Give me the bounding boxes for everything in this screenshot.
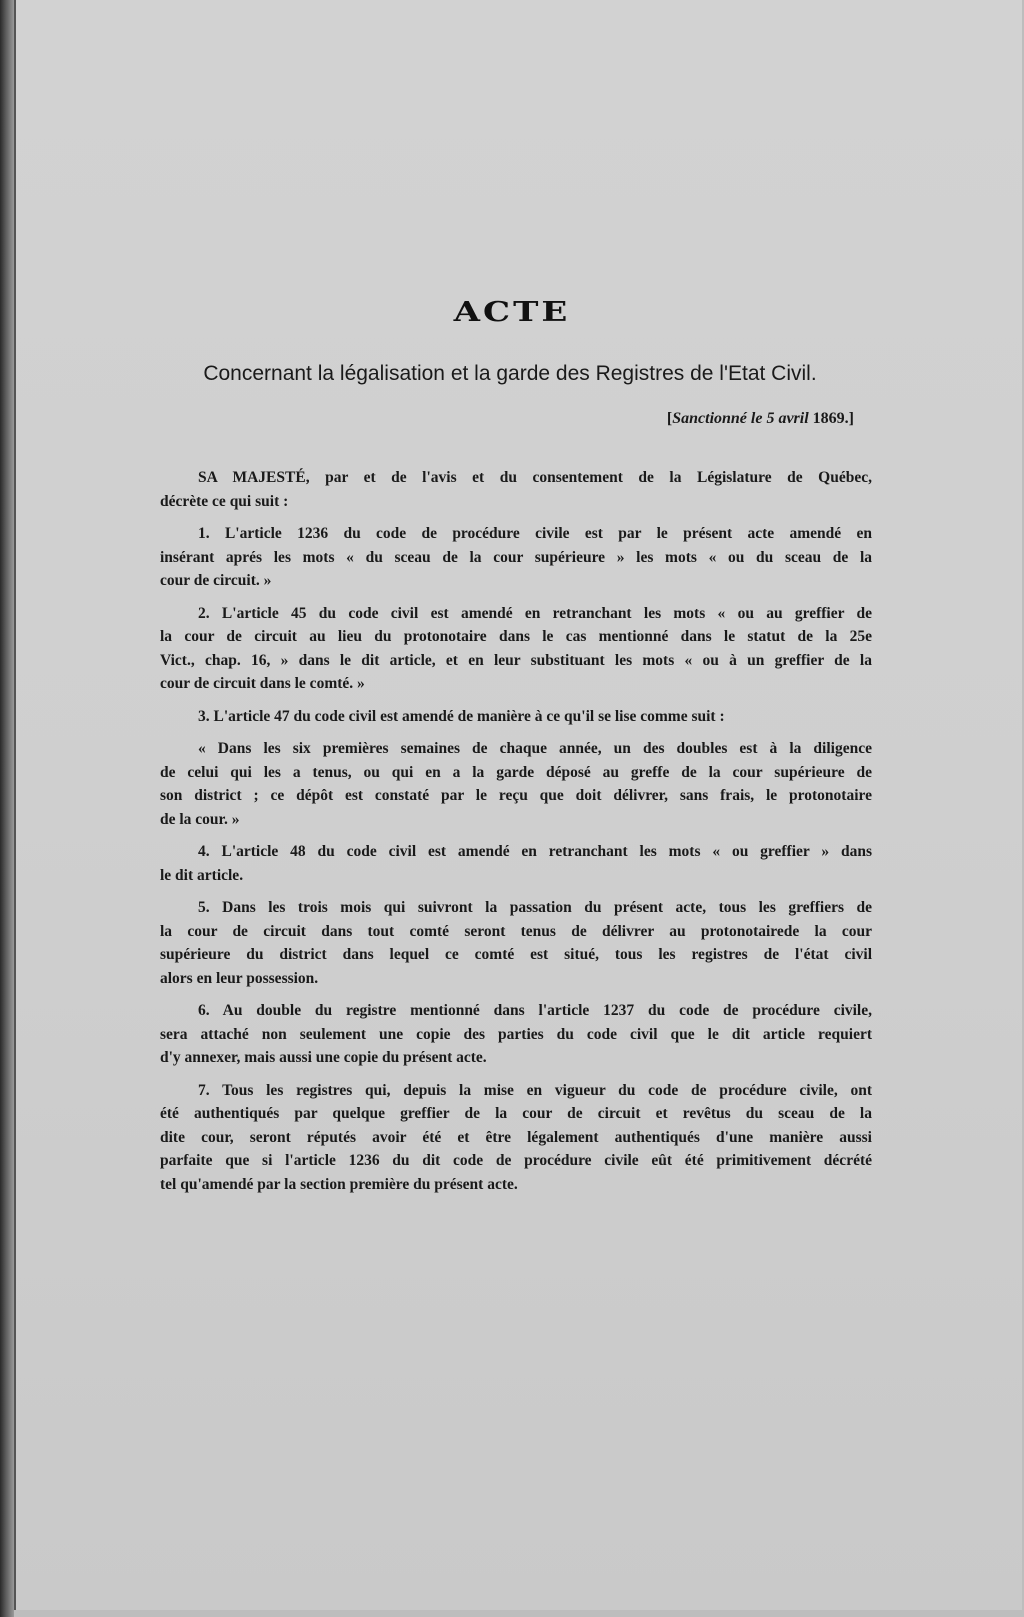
line-text: décrète ce qui suit :: [160, 492, 289, 510]
text-line: [160, 546, 872, 570]
line-text: la cour de circuit au lieu du protonotaire dans le cas mentionné dans le statut de la 25e: [160, 628, 872, 645]
text-line: [160, 705, 872, 729]
text-line: [160, 920, 872, 944]
line-text: la cour de circuit dans tout comté seront tenus de délivrer au protonotairede la cour: [160, 922, 872, 940]
line-text: supérieure du district dans lequel ce comté est situé, tous les registres de l'état civil: [160, 946, 872, 963]
line-text: de la cour. »: [160, 810, 240, 828]
line-text: alors en leur possession.: [160, 969, 319, 987]
text-line: [160, 1126, 872, 1150]
document-subtitle: Concernant la légalisation et la garde des Registres de l'Etat Civil.: [203, 362, 817, 385]
text-line: [160, 896, 872, 920]
line-text: sera attaché non seulement une copie des parties du code civil que le dit article requiert: [160, 1025, 872, 1043]
article-number: 1.: [198, 525, 210, 542]
article-5: [160, 896, 872, 990]
line-text: Vict., chap. 16, » dans le dit article, et en leur substituant les mots « ou à un greffier de la: [160, 651, 872, 669]
text-line: [160, 864, 872, 888]
text-line: [160, 840, 872, 864]
document-body: [160, 466, 872, 1205]
paragraph: [160, 466, 872, 513]
line-text: d'y annexer, mais aussi une copie du présent acte.: [160, 1049, 487, 1066]
text-line: [160, 625, 872, 649]
sanction-date: [667, 410, 854, 428]
line-text: Au double du registre mentionné dans l'article 1237 du code de procédure civile,: [222, 1002, 872, 1019]
article-2: [160, 602, 872, 696]
sanction-bracket: [: [666, 410, 673, 427]
text-line: [160, 1046, 872, 1070]
text-line: [160, 808, 872, 832]
text-line: [160, 967, 872, 991]
text-line: [160, 490, 872, 514]
line-text: tel qu'amendé par la section première du présent acte.: [160, 1175, 518, 1193]
scan-binding-edge: [0, 0, 14, 1617]
text-line: [160, 569, 872, 593]
line-text: « Dans les six premières semaines de chaque année, un des doubles est à la diligence: [198, 740, 872, 757]
article-number: 7.: [198, 1081, 210, 1099]
paragraph: [160, 737, 872, 831]
line-text: Tous les registres qui, depuis la mise en vigueur du code de procédure civile, ont: [222, 1081, 872, 1099]
article-7: [160, 1079, 872, 1197]
text-line: [160, 999, 872, 1023]
text-line: [160, 784, 872, 808]
text-line: [160, 672, 872, 696]
text-line: [160, 737, 872, 761]
text-line: [160, 466, 872, 490]
line-text: parfaite que si l'article 1236 du dit code de procédure civile eût été primitivement décrété: [160, 1152, 872, 1169]
document-title: ACTE: [453, 296, 571, 328]
article-number: 2.: [198, 604, 210, 622]
text-line: [160, 649, 872, 673]
line-text: L'article 47 du code civil est amendé de manière à ce qu'il se lise comme suit :: [213, 707, 725, 725]
line-text: cour de circuit. »: [160, 572, 272, 589]
text-line: [160, 522, 872, 546]
line-text: le dit article.: [160, 866, 244, 884]
article-3: [160, 705, 872, 729]
text-line: [160, 943, 872, 967]
line-text: cour de circuit dans le comté. »: [160, 675, 365, 692]
line-text: de celui qui les a tenus, ou qui en a la garde déposé au greffe de la cour supérieure de: [160, 763, 872, 781]
sanction-text: Sanctionné le 5 avril: [672, 410, 809, 427]
sanction-year: 1869.]: [812, 410, 854, 427]
article-4: [160, 840, 872, 887]
line-text: L'article 48 du code civil est amendé en retranchant les mots « ou greffier » dans: [221, 843, 872, 860]
article-number: 6.: [198, 1002, 210, 1019]
text-line: [160, 602, 872, 626]
line-text: L'article 45 du code civil est amendé en retranchant les mots « ou au greffier de: [221, 604, 873, 622]
line-text: son district ; ce dépôt est constaté par le reçu que doit délivrer, sans frais, le protonotaire: [160, 787, 872, 804]
line-text: L'article 1236 du code de procédure civile est par le présent acte amendé en: [224, 525, 872, 542]
article-1: [160, 522, 872, 593]
text-line: [160, 1173, 872, 1197]
line-text: été authentiqués par quelque greffier de la cour de circuit et revêtus du sceau de la: [160, 1105, 872, 1122]
text-line: [160, 761, 872, 785]
line-text: insérant aprés les mots « du sceau de la cour supérieure » les mots « ou du sceau de la: [160, 548, 872, 566]
article-number: 3.: [198, 707, 210, 725]
text-line: [160, 1023, 872, 1047]
text-line: [160, 1079, 872, 1103]
article-6: [160, 999, 872, 1070]
text-line: [160, 1149, 872, 1173]
text-line: [160, 1102, 872, 1126]
article-number: 4.: [198, 843, 210, 860]
line-text: SA MAJESTÉ, par et de l'avis et du consentement de la Législature de Québec,: [198, 469, 872, 486]
line-text: Dans les trois mois qui suivront la passation du présent acte, tous les greffiers de: [222, 899, 872, 916]
line-text: dite cour, seront réputés avoir été et être légalement authentiqués d'une manière aussi: [160, 1128, 872, 1146]
article-number: 5.: [198, 899, 210, 916]
